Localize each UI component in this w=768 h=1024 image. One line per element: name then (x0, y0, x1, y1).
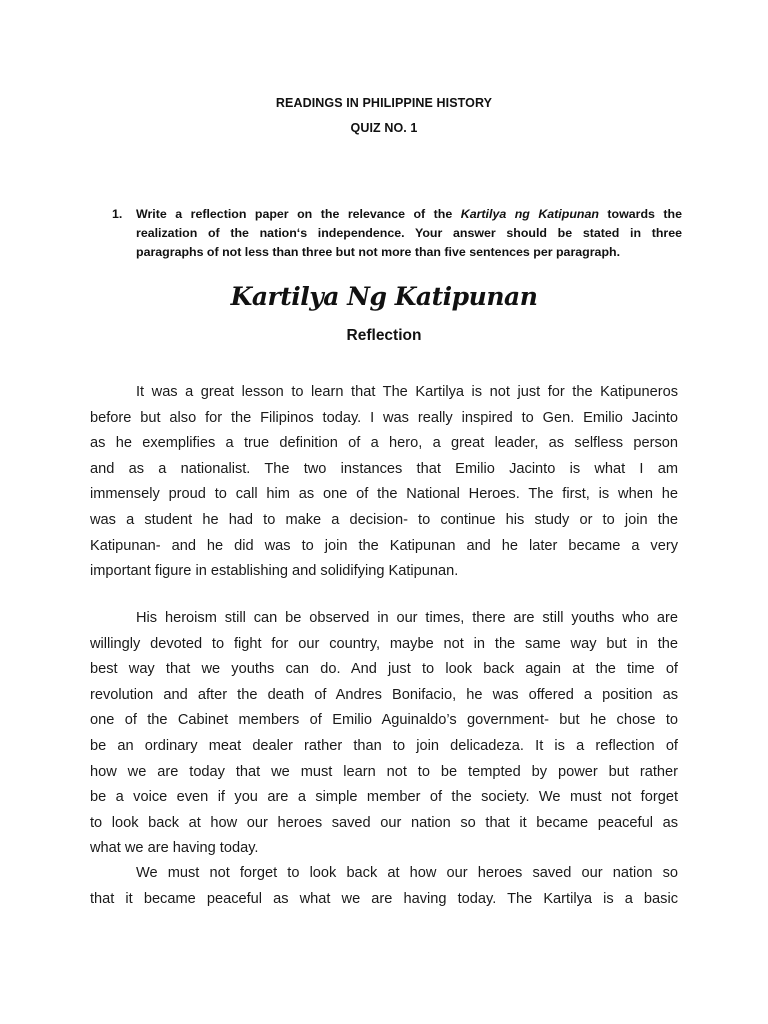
document-title: Kartilya Ng Katipunan (230, 282, 538, 311)
course-title: READINGS IN PHILIPPINE HISTORY (275, 96, 493, 110)
paragraph-3 (90, 861, 678, 912)
paragraph-line: one of the Cabinet members of Emilio Aguinaldo’s government- but he chose to (90, 712, 678, 729)
question-line: realization of the nation‘s independence. Your answer should be stated in three (136, 226, 682, 240)
question-emphasis: Kartilya ng Katipunan (460, 207, 599, 221)
paragraph-line: was a student he had to make a decision- to continue his study or to join the (90, 511, 678, 528)
paragraph-line: Katipunan- and he did was to join the Katipunan and he later became a very (90, 537, 678, 554)
question-line: paragraphs of not less than three but not more than five sentences per paragraph. (136, 245, 621, 259)
paragraph-line: how we are today that we must learn not to be tempted by power but rather (90, 763, 678, 780)
paragraph-line: It was a great lesson to learn that The Kartilya is not just for the Katipuneros (136, 384, 678, 400)
paragraph-line: revolution and after the death of Andres Bonifacio, he was offered a position as (90, 686, 678, 703)
question-text (136, 205, 682, 262)
paragraph-line: as he exemplifies a true definition of a hero, a great leader, as selfless person (90, 435, 678, 452)
paragraph-1 (90, 380, 678, 585)
paragraph-2 (90, 606, 678, 862)
quiz-number: QUIZ NO. 1 (350, 121, 418, 135)
paragraph-line: We must not forget to look back at how our heroes saved our nation so (136, 865, 678, 881)
paragraph-line: His heroism still can be observed in our times, there are still youths who are (136, 610, 678, 626)
paragraph-line: immensely proud to call him as one of the National Heroes. The first, is when he (90, 486, 678, 503)
paragraph-line: best way that we youths can do. And just to look back again at the time of (90, 661, 678, 678)
document-subtitle: Reflection (346, 327, 422, 344)
paragraph-line: to look back at how our heroes saved our nation so that it became peaceful as (90, 814, 678, 831)
paragraph-line: be a voice even if you are a simple member of the society. We must not forget (90, 789, 678, 806)
quiz-question (112, 205, 682, 262)
question-line: Write a reflection paper on the relevance of the Kartilya ng Katipunan towards the (136, 207, 682, 221)
paragraph-line: before but also for the Filipinos today. I was really inspired to Gen. Emilio Jacinto (90, 409, 678, 426)
paragraph-line: and as a nationalist. The two instances that Emilio Jacinto is what I am (90, 460, 678, 477)
paragraph-line: that it became peaceful as what we are having today. The Kartilya is a basic (90, 890, 678, 907)
paragraph-line: important figure in establishing and solidifying Katipunan. (90, 563, 459, 580)
question-number: 1. (112, 207, 123, 221)
paragraph-line: willingly devoted to fight for our country, maybe not in the same way but in the (90, 635, 678, 652)
paragraph-line: what we are having today. (90, 840, 259, 857)
paragraph-line: be an ordinary meat dealer rather than to join delicadeza. It is a reflection of (90, 737, 678, 754)
